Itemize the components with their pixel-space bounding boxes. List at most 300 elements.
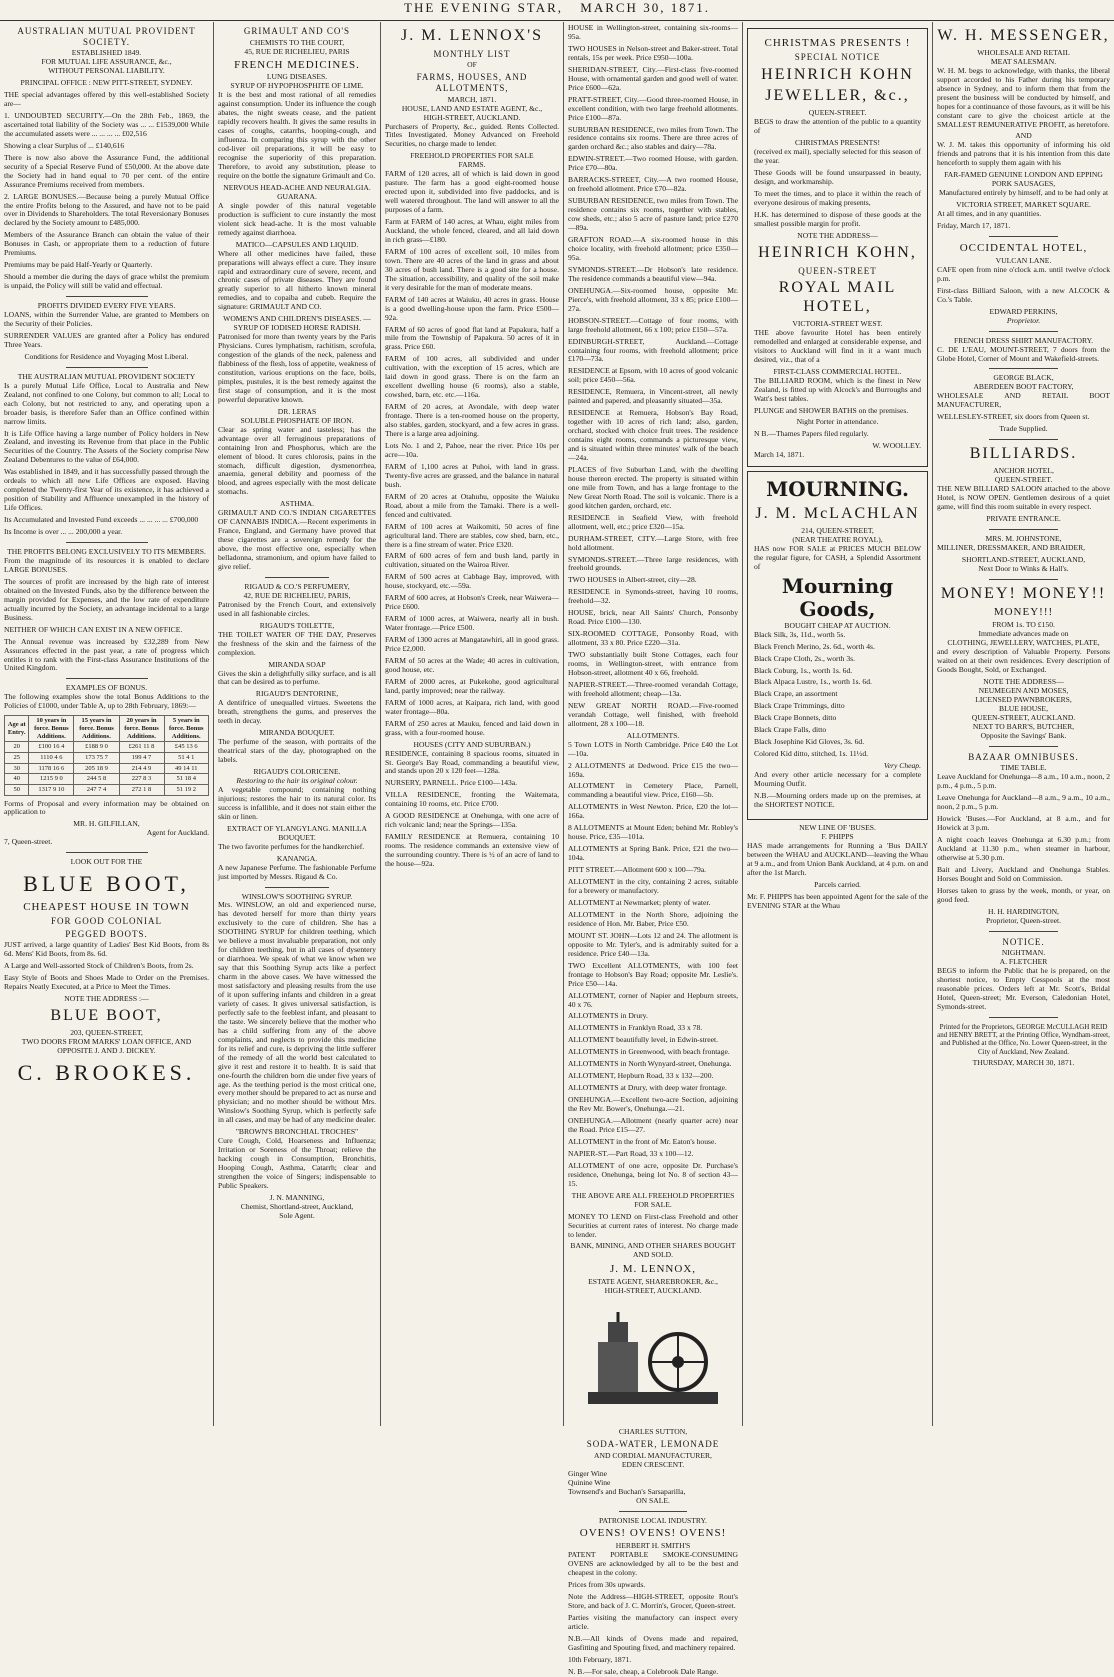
queen-street: 203, QUEEN-STREET,: [70, 1027, 143, 1037]
lookout: LOOK OUT FOR THE: [70, 857, 143, 867]
note-address: NOTE THE ADDRESS :—: [64, 994, 149, 1004]
hardington: H. H. HARDINGTON,: [988, 906, 1059, 916]
list-item: Bait and Livery, Auckland and Onehunga Stables. Horses Bought and Sold on Commission.: [937, 864, 1110, 883]
winslow-head: WINSLOW'S SOOTHING SYRUP.: [241, 891, 353, 901]
column-2: [214, 24, 380, 1424]
next-barr: NEXT TO BARR'S, BUTCHER,: [972, 721, 1075, 731]
list-item: ALLOTMENT in the city, containing 2 acres, suitable for a brewery or manufactory.: [568, 877, 738, 896]
list-item: EDWIN-STREET.—Two roomed House, with garden. Price £70—80a.: [568, 154, 738, 173]
assorted: A Large and Well-assorted Stock of Children's Boots, from 2s.: [4, 961, 194, 971]
product: Quinine Wine: [568, 1477, 611, 1487]
separator: [989, 931, 1058, 932]
nightman: NIGHTMAN.: [1001, 948, 1046, 958]
exclusive-head: THE PROFITS BELONG EXCLUSIVELY TO ITS MEMBERS.: [7, 547, 206, 557]
table-cell: 40: [5, 774, 29, 785]
list-item: FARM of 2000 acres, at Pukekohe, good agricultural land, partly improved; near the railway.: [385, 676, 559, 695]
list-item: Black Crape, an assortment: [754, 689, 838, 699]
coloricene: RIGAUD'S COLORICENE.: [253, 767, 341, 777]
rigaud-address: 42, RUE DE RICHELIEU, PARIS,: [243, 590, 351, 600]
table-cell: 173 75 7: [74, 752, 119, 763]
list-item: FARM of 1000 acres, at Kaipara, rich land, with good water frontage—80a.: [385, 697, 559, 716]
list-item: Farm at FARM of 140 acres, at Whau, eight miles from Auckland, the whole fenced, cleared, and all laid down in rich grass—£180.: [385, 217, 559, 244]
list-item: FARM of 600 acres, at Hobson's Creek, near Waiwera—Price £600.: [385, 593, 559, 612]
list-item: PITT STREET.—Allotment 600 x 100—79a.: [568, 865, 707, 875]
agent: HOUSE, LAND AND ESTATE AGENT, &c.,: [401, 103, 543, 113]
syrup-head: SYRUP OF HYPOPHOSPHITE OF LIME.: [230, 81, 364, 91]
farms-houses: FARMS, HOUSES, AND ALLOTMENTS,: [416, 72, 528, 94]
lennox-intro: Purchasers of Property, &c., guided. Rents Collected. Titles Investigated. Money Advanced on Freehold Securities, no charge made to lender.: [385, 121, 559, 149]
of: OF: [467, 60, 477, 70]
list-item: FARM of 100 acres at Waikomiti, 50 acres of fine agricultural land. There are stables, cow shed, barn, etc., there is a fine stream of water. Price £320.: [385, 521, 559, 549]
mc-address: 214, QUEEN-STREET,: [801, 525, 874, 535]
licensed: LICENSED PAWNBROKERS,: [975, 695, 1072, 705]
french-medicines: FRENCH MEDICINES.: [234, 58, 360, 71]
table-cell: 51 4 1: [164, 752, 208, 763]
list-item: Black Alpaca Lustre, 1s., worth 1s. 6d.: [754, 677, 872, 687]
brown-body: Cure Cough, Cold, Hoarseness and Influenza; Irritation or Soreness of the Throat; relieve the hacking cough in Consumption, Bronchitis, Hooping Cough, Asthma, Catarrh; clear and strengthen the voice of Singers; indispensable to Public Speakers.: [218, 1136, 376, 1190]
table-cell: 20: [5, 742, 29, 753]
list-item: SUBURBAN RESIDENCE, two miles from Town. The residence contains six rooms, together with stables, cow sheds, etc.; also 5 acre of pasture land; price £270—89a.: [568, 196, 738, 233]
fletcher-body: BEGS to inform the Public that he is prepared, on the shortest notice, to Empty Cesspools at the most reasonable prices. Orders left at Mr. Scott's, Bridal Hotel, Queen-street; Mr. Everson, Caledonian Hotel, Symonds-street.: [937, 966, 1110, 1012]
list-item: FARM of 140 acres at Waiuku, 40 acres in grass. House is a good dwelling-house upon the farm. Price £500—92a.: [385, 294, 559, 322]
kananga-body: A new Japanese Perfume. The fashionable Perfume just imported by Messrs. Rigaud & Co.: [218, 862, 376, 881]
time-table: TIME TABLE.: [1000, 763, 1047, 773]
column-1: [0, 24, 213, 1424]
matico-body: Where all other medicines have failed, these preparations will always effect a cure. They insure rapid and extraordinary cure of severe, recent, and chronic cases of private diseases. They are found greatly superior to all hitherto known mineral remedies, and to copaiba and cubeb. Require the signature: GRIMAULT AND CO.: [218, 248, 376, 312]
surrender: SURRENDER VALUES are granted after a Policy has endured Three Years.: [4, 330, 209, 349]
amp-body: Is a purely Mutual Life Office, Local to Australia and New Zealand, not confined to one Colony, but common to all; Local to each Colony, but not restricted to any, and operating upon a broader basis, is therefore Safer than an Office confined within narrow limits.: [4, 380, 209, 426]
table-cell: £261 11 8: [119, 742, 164, 753]
wholesale-2: WHOLESALE AND RETAIL BOOT MANUFACTURER,: [937, 391, 1110, 410]
list-item: ALLOTMENTS in North Wynyard-street, Onehunga.: [568, 1059, 732, 1069]
blue-house: BLUE HOUSE,: [999, 704, 1048, 714]
private: PRIVATE ENTRANCE.: [986, 513, 1061, 523]
next: Next Door to Winks & Hall's.: [978, 563, 1069, 573]
occidental: OCCIDENTAL HOTEL,: [959, 241, 1088, 254]
list-item: ALLOTMENTS at Spring Bank. Price, £21 the two—104a.: [568, 844, 738, 863]
agent-address: 7, Queen-street.: [4, 837, 53, 847]
queen-2: QUEEN-STREET: [798, 265, 877, 276]
exclusive-body: From the magnitude of its resources it is enabled to declare LARGE BONUSES.: [4, 555, 209, 574]
separator: [66, 367, 148, 368]
miranda-soap: MIRANDA SOAP: [268, 659, 326, 669]
goods: These Goods will be found unsurpassed in beauty, design, and workmanship.: [754, 168, 921, 186]
savings: Opposite the Savings' Bank.: [980, 730, 1067, 740]
table-row: [5, 763, 209, 774]
list-item: RESIDENCE at Epsom, with 10 acres of good volcanic soil; price £450—56a.: [568, 366, 738, 385]
two-doors: TWO DOORS FROM MARKS' LOAN OFFICE, AND OPPOSITE J. AND J. DICKEY.: [21, 1036, 192, 1055]
list-item: TWO substantially built Stone Cottages, each four rooms, in Wellington-street, with entrance from Hobson-street, allotment 40 x 66, freehold.: [568, 650, 738, 677]
list-item: EDINBURGH-STREET, Auckland.—Cottage containing four rooms, with freehold allotment; price £170—73a.: [568, 336, 738, 364]
and: AND: [1015, 131, 1032, 141]
list-item: FARM of 250 acres at Mauku, fenced and laid down in grass, with a four-roomed house.: [385, 718, 559, 737]
list-item: ALLOTMENTS at Drury, with deep water frontage.: [568, 1083, 727, 1093]
list-item: FARM of 100 acres, all subdivided and under cultivation, with the exception of 15 acres, which are laid down in good grass. There is on the farm an excellent dwelling house (6 rooms), also a stable, cowshed, barn, etc. etc.—116a.: [385, 354, 559, 400]
nervous-head: NERVOUS HEAD-ACHE AND NEURALGIA.: [223, 182, 371, 192]
month: MARCH, 1871.: [447, 94, 497, 104]
printed: Printed for the Proprietors, GEORGE McCULLAGH REID and HENRY BRETT, at the Printing Office, Wyndham-street, and Published at the Office, No. Lower Queen-street, in the City of Auckland, New Zealand.: [937, 1022, 1110, 1056]
table-cell: 51 19 2: [164, 784, 208, 795]
broker: ESTATE AGENT, SHAREBROKER, &c.,: [588, 1277, 718, 1287]
patent: PATENT PORTABLE SMOKE-CONSUMING OVENS are acknowledged by all to be the best and cheapest in the colony.: [568, 1550, 738, 1578]
list-item: RESIDENCE, Remuera, in Vincent-street, all newly painted and papered, and pleasantly situated—35a.: [568, 387, 738, 406]
list-item: Black French Merino, 2s. 6d., worth 4s.: [754, 641, 875, 651]
kananga: KANANGA.: [276, 853, 318, 863]
list-item: Horses taken to grass by the week, month, or year, on good feed.: [937, 885, 1110, 904]
bonuses: 2. LARGE BONUSES.—Because being a purely Mutual Office the entire Profits belong to the Assured, and have not to be paid over in Dividends to Shareholders. The total Reversionary Bonuses declared by the Society amount to £485,000.: [4, 191, 209, 228]
patronise: PATRONISE LOCAL INDUSTRY.: [599, 1515, 707, 1525]
asthma-head: ASTHMA.: [280, 499, 314, 509]
bank-shares: BANK, MINING, AND OTHER SHARES BOUGHT AND SOLD.: [570, 1241, 736, 1260]
dentorine: RIGAUD'S DENTORINE,: [255, 689, 339, 699]
coloricene-body: A vegetable compound; containing nothing injurious; restores the hair to its natural color. Its success is infallible, and it does not stain either the skin or linen.: [218, 784, 376, 821]
messenger-body: W. H. M. begs to acknowledge, with thanks, the liberal support accorded to his Father during his temporary absence in Sydney, and to inform them that from the present the business will be conducted by himself, and hopes for a continuance of those favours, as it will be his constant care to give the choicest article at the SMALLEST REMUNERATIVE PROFIT, as heretofore.: [937, 65, 1110, 129]
separator: [66, 852, 148, 853]
phipps-body: HAS made arrangements for Running a 'Bus DAILY between the WHAU and AUCKLAND—leaving the Whau at 9 a.m., and from Union Bank Auckland, at 4 p.m. on and after the 1st March.: [747, 840, 928, 877]
list-item: SHERIDAN-STREET, City.—First-class five-roomed House, with ornamental garden and good well of water. Price £600—62a.: [568, 64, 738, 92]
ylang: EXTRACT OF YLANGYLANG. MANILLA BOUQUET.: [226, 823, 368, 842]
mc-near: (NEAR THEATRE ROYAL),: [792, 534, 883, 544]
queen: QUEEN-STREET.: [808, 108, 867, 118]
freehold-head: FREEHOLD PROPERTIES FOR SALE: [410, 151, 534, 161]
list-item: HOBSON-STREET.—Cottage of four rooms, with large freehold allotment, 66 x 100; price £150—57a.: [568, 315, 738, 334]
table-cell: 50: [5, 784, 29, 795]
very-cheap: Very Cheap.: [883, 761, 921, 771]
bought: BOUGHT CHEAP AT AUCTION.: [784, 620, 891, 630]
list-item: ALLOTMENT in Cemetery Place, Parnell, commanding a beautiful view. Price, £160—5b.: [568, 781, 738, 800]
christmas-presents: CHRISTMAS PRESENTS!: [794, 138, 881, 148]
list-item: SUBURBAN RESIDENCE, two miles from Town. The residence contains six rooms. There are three acres of garden orchard &c.; also stables and dairy—78a.: [568, 124, 738, 152]
agent-role: Agent for Auckland.: [146, 828, 209, 838]
thursday: THURSDAY, MARCH 30, 1871.: [972, 1057, 1075, 1067]
porter: Night Porter in attendance.: [796, 417, 879, 427]
parcels: Parcels carried.: [814, 879, 861, 889]
list-item: PLACES of five Suburban Land, with the dwelling house thereon erected. The property is situated within one mile from Town, and has a large frontage to the New Great North Road. The soil is volcanic. There is a good kitchen garden, orchard, etc.: [568, 464, 738, 510]
bonus-table: [4, 715, 209, 795]
separator: [989, 331, 1058, 332]
sutton: CHARLES SUTTON,: [618, 1427, 688, 1437]
new-line: NEW LINE OF 'BUSES.: [799, 822, 876, 832]
list-item: Lots No. 1 and 2, Pahoe, near the river. Price 10s per acre—10a.: [385, 440, 559, 459]
table-cell: 199 4 7: [119, 752, 164, 763]
mclachlan: J. M. McLACHLAN: [755, 504, 920, 522]
mr-phipps: Mr. F. PHIPPS has been appointed Agent for the sale of the EVENING STAR at the Whau: [747, 891, 928, 910]
intro: THE special advantages offered by this well-established Society are—: [4, 90, 209, 108]
list-item: RESIDENCE, containing 8 spacious rooms, situated in St. George's Bay Road, commanding a beautiful view, and stands upon 20 x 120 feet—128a.: [385, 748, 559, 776]
ylang-body: The two favorite perfumes for the handkerchief.: [218, 841, 365, 851]
special-notice: SPECIAL NOTICE: [794, 51, 881, 62]
money-2: MONEY!!!: [993, 606, 1054, 619]
rigaud-head: RIGAUD & CO.'S PERFUMERY,: [244, 581, 350, 591]
nb-1: N.B.—All kinds of Ovens made and repaired, Gasfitting and Spouting fixed, and machinery repaired.: [568, 1634, 738, 1652]
victoria: VICTORIA-STREET WEST.: [792, 318, 883, 328]
christmas: CHRISTMAS PRESENTS !: [764, 37, 911, 49]
table-row: [5, 784, 209, 795]
header-cell: Age at Entry.: [5, 716, 29, 742]
header-cell: 20 years in force. Bonus Additions.: [119, 716, 164, 742]
header-cell: 10 years in force. Bonus Additions.: [29, 716, 74, 742]
list-item: 5 Town LOTS in North Cambridge. Price £40 the Lot—10a.: [568, 739, 738, 758]
list-item: A night coach leaves Onehunga at 6.30 p.m.; from Auckland at 11.30 p.m., when steamer in harbour, otherwise at 5.30 p.m.: [937, 835, 1110, 863]
pegged: PEGGED BOOTS.: [65, 928, 148, 939]
office: PRINCIPAL OFFICE : NEW PITT-STREET, SYDNEY.: [20, 78, 193, 88]
bouquet: MIRANDA BOUQUET.: [259, 728, 335, 738]
money-lend: MONEY TO LEND on First-class Freehold and other Securities at current rates of interest. No charge made to lender.: [568, 1211, 738, 1239]
cafe: CAFE open from nine o'clock a.m. until twelve o'clock p.m.: [937, 264, 1110, 283]
list-item: TWO HOUSES in Nelson-street and Baker-street. Total rentals, 15s per week. Price £950—100a.: [568, 43, 738, 62]
masthead-date: MARCH 30, 1871.: [580, 0, 710, 15]
far-famed: FAR-FAMED GENUINE LONDON AND EPPING PORK SAUSAGES,: [944, 170, 1103, 189]
list-item: HOUSE, brick, near All Saints' Church, Ponsonby Road. Price £100—130.: [568, 608, 738, 627]
allotments-head: ALLOTMENTS.: [626, 730, 680, 740]
received: (received ex mail), specially selected for this season of the year.: [754, 147, 921, 166]
plunge: PLUNGE and SHOWER BATHS on the premises.: [754, 405, 909, 415]
table-cell: 272 1 8: [119, 784, 164, 795]
examples-body: The following examples show the total Bonus Additions to the Policies of £1000, under Table A, up to 28th February, 1869:—: [4, 692, 209, 711]
guarana-body: A single powder of this natural vegetable production is sufficient to cure instantly the most violent sick head-ache. It is the most valuable remedy against diarrhoea.: [218, 200, 376, 237]
fletcher: A. FLETCHER: [999, 957, 1048, 967]
list-item: FARM of 60 acres of good flat land at Papakura, half a mile from the Township of Papakura. 50 acres of it in grass. Price £60.: [385, 324, 559, 352]
note: NOTE THE ADDRESS—: [983, 677, 1064, 687]
milliner: MILLINER, DRESSMAKER, AND BRAIDER,: [937, 542, 1086, 552]
miranda-body: Gives the skin a delightfully silky surface, and is all that can be desired as to perfume.: [218, 668, 376, 687]
hotel-body: THE above favourite Hotel has been entirely remodelled and enlarged at considerable expense, and visitors to Auckland will find in it a want much desired, viz., that of a: [754, 327, 921, 364]
allotment-listings: [568, 741, 738, 1189]
liability: WITHOUT PERSONAL LIABILITY.: [48, 66, 165, 76]
amp-head: THE AUSTRALIAN MUTUAL PROVIDENT SOCIETY: [17, 371, 196, 381]
list-item: Colored Kid ditto, stitched, 1s. 11½d.: [754, 749, 869, 759]
list-item: ALLOTMENT, corner of Napier and Hepburn streets, 40 x 76.: [568, 990, 738, 1009]
prices: Prices from 30s upwards.: [568, 1580, 646, 1590]
date-1: 10th February, 1871.: [568, 1654, 632, 1664]
blue-boot-title: BLUE BOOT,: [23, 871, 190, 897]
manufactured: Manufactured entirely by himself, and to be had only at: [938, 188, 1109, 198]
separator: [989, 529, 1058, 530]
list-item: FARM of 1300 acres at Mangatawhiri, all in good grass. Price £2,000.: [385, 635, 559, 654]
deleau: C. DE L'EAU, MOUNT-STREET, 7 doors from the Globe Hotel, Corner of Mount and Wakefield-streets.: [937, 344, 1110, 363]
victoria: VICTORIA STREET, MARKET SQUARE.: [956, 200, 1091, 210]
list-item: TWO HOUSES in Albert-street, city—28.: [568, 575, 697, 585]
heinrich: HEINRICH KOHN: [761, 65, 914, 83]
lung: LUNG DISEASES.: [266, 72, 328, 82]
bouquet-body: The perfume of the season, with portraits of the theatrical stars of the day, photographed on the labels.: [218, 737, 376, 765]
list-item: SYMONDS-STREET.—Dr Hobson's late residence. The residence commands a beautiful view—94a.: [568, 264, 738, 283]
list-item: NEW GREAT NORTH ROAD.—Five-roomed verandah Cottage, well finished, with freehold allotment, 28 x 100—18.: [568, 700, 738, 728]
table-cell: £45 13 6: [164, 742, 208, 753]
french: FRENCH DRESS SHIRT MANUFACTORY.: [953, 335, 1094, 345]
table-row: [5, 774, 209, 785]
note-addr: Note the Address—HIGH-STREET, opposite Rout's Store, and back of J. C. Morrin's, Grocer, Queen-street.: [568, 1592, 738, 1611]
product: Ginger Wine: [568, 1468, 607, 1478]
table-cell: 1178 16 6: [29, 763, 74, 774]
list-item: SIX-ROOMED COTTAGE, Ponsonby Road, with allotment, 33 x 80. Price £220—31a.: [568, 629, 738, 648]
mourning: MOURNING.: [766, 477, 909, 502]
separator: [66, 678, 148, 679]
table-row: [5, 742, 209, 753]
billiard: The BILLIARD ROOM, which is the finest in New Zealand, is fitted up with Alcock's and Burroughs and Watt's best tables.: [754, 375, 921, 403]
header-cell: 15 years in force. Bonus Additions.: [74, 716, 119, 742]
list-item: ALLOTMENT beautifully level, in Edwin-street.: [568, 1035, 719, 1045]
list-item: NAPIER-STREET.—Three-roomed verandah Cottage, with freehold allotment; cheap—13a.: [568, 679, 738, 698]
bonus-table-header: [5, 716, 209, 742]
masthead: [0, 0, 1114, 21]
brookes: C. BROOKES.: [17, 1059, 196, 1085]
list-item: NURSERY, PARNELL. Price £100—143a.: [385, 778, 518, 788]
blue-boot-2: BLUE BOOT,: [50, 1007, 163, 1025]
matico-head: MATICO—CAPSULES AND LIQUID.: [235, 239, 359, 249]
asthma-body: GRIMAULT AND CO.'S INDIAN CIGARETTES OF CANNABIS INDICA.—Recent experiments in France, England, and Germany have proved that these cigarettes are a sovereign remedy for the above, the most effective one, especially when belladonna, stramonium, and opium have failed to give relief.: [218, 508, 376, 571]
header-cell: 5 years in force. Bonus Additions.: [164, 716, 208, 742]
chemists: CHEMISTS TO THE COURT,: [249, 37, 345, 47]
toilette-head: RIGAUD'S TOILETTE,: [259, 620, 335, 630]
list-item: ALLOTMENT of one acre, opposite Dr. Purchase's residence, Onehunga, being lot No. 8 of section 43—15.: [568, 1160, 738, 1188]
invested: Its Accumulated and Invested Fund exceeds ... ... ... ... £700,000: [4, 515, 199, 525]
every: And every other article necessary for a complete Mourning Outfit.: [754, 770, 921, 789]
johnstone: MRS. M. JOHNSTONE,: [985, 533, 1062, 543]
meet: To meet the times, and to place it within the reach of everyone desirous of making presents,: [754, 188, 921, 207]
separator: [989, 1017, 1058, 1018]
list-item: ONEHUNGA.—Six-roomed house, opposite Mr. Pierce's, with freehold allotment, 33 x 85; price £100—27a.: [568, 285, 738, 313]
date: Friday, March 17, 1871.: [937, 221, 1011, 231]
toilette-body: THE TOILET WATER OF THE DAY, Preserves the freshness of the skin and the fairness of the complexion.: [218, 629, 376, 657]
wellesley: WELLESLEY-STREET, six doors from Queen st.: [937, 412, 1090, 422]
farm-listings: [385, 170, 559, 737]
separator: [989, 439, 1058, 440]
saloon: THE NEW BILLIARD SALOON attached to the above Hotel, is NOW OPEN. Gentlemen desirous of a quiet game, will find this room suitable in every respect.: [937, 483, 1110, 511]
womens-head: WOMEN'S AND CHILDREN'S DISEASES. —SYRUP OF IODISED HORSE RADISH.: [223, 314, 371, 333]
income: Its Income is over ... ... 200,000 a year.: [4, 527, 123, 537]
royal-mail: ROYAL MAIL HOTEL,: [778, 279, 897, 316]
table-cell: 205 18 9: [74, 763, 119, 774]
womens-body: Patronised for more than twenty years by the Paris Physicians. Cures lymphatism, rachitism, scrofula, congestion of the glands of the neck, paleness and flabbiness of the flesh, loss of appetite, weakness of constitution, various eruptions on the face, boils, pimples, pustules, it is the best remedy against the first stage of consumption, and it is the most powerful depurative known.: [218, 332, 376, 404]
neumegen: NEUMEGEN AND MOSES,: [978, 686, 1069, 696]
colonial: FOR GOOD COLONIAL: [51, 916, 162, 927]
list-item: BARRACKS-STREET, City.—A two roomed House, on freehold allotment. Price £70—82a.: [568, 175, 738, 194]
trade: Trade Supplied.: [999, 424, 1048, 434]
list-item: Black Coburg, 1s., worth 1s. 6d.: [754, 665, 853, 675]
conditions: Conditions for Residence and Voyaging Most Liberal.: [24, 351, 189, 361]
kohn-box: [747, 28, 928, 467]
wholesale: WHOLESALE AND RETAIL: [977, 47, 1070, 57]
woolley: W. WOOLLEY.: [872, 441, 921, 451]
black: GEORGE BLACK,: [993, 373, 1054, 383]
table-cell: 1215 9 0: [29, 774, 74, 785]
phipps: F. PHIPPS: [821, 831, 854, 841]
arrived: JUST arrived, a large quantity of Ladies' Best Kid Boots, from 8s 6d. Mens' Kid Boots, from 8s. 6d.: [4, 940, 209, 959]
brown-head: "BROWN'S BRONCHIAL TROCHES": [235, 1127, 359, 1137]
all-times: At all times, and in any quantities.: [937, 209, 1042, 219]
list-item: FARM of 20 acres, at Avondale, with deep water frontage. There is a ten-roomed house on the property, also stables, garden, stockyard, and a few acres in grass. There is a large area adjoining.: [385, 402, 559, 439]
from: FROM 1s. TO £150.: [992, 620, 1055, 630]
separator: [619, 1511, 687, 1512]
lennox-sig: J. M. LENNOX,: [609, 1263, 697, 1276]
column-5: [743, 24, 932, 1424]
list-item: A GOOD RESIDENCE at Onehunga, with one acre of rich volcanic land; near the Springs—135a.: [385, 811, 559, 830]
surplus: Showing a clear Surplus of ... £140,616: [4, 140, 125, 150]
list-item: HOUSE in Wellington-street, containing six-rooms—95a.: [568, 23, 738, 41]
grimault: GRIMAULT AND CO'S: [243, 26, 351, 36]
perkins: EDWARD PERKINS,: [989, 306, 1058, 316]
purpose: FOR MUTUAL LIFE ASSURANCE, &c.,: [41, 57, 172, 67]
dentorine-body: A dentifrice of unequalled virtues. Sweetens the breath, strengthens the gums, and preserves the teeth in decay.: [218, 698, 376, 726]
list-item: Black Crape Cloth, 2s., worth 3s.: [754, 653, 856, 663]
table-row: [5, 752, 209, 763]
masthead-title: THE EVENING STAR,: [404, 0, 564, 15]
table-cell: £100 16 4: [29, 742, 74, 753]
list-item: ALLOTMENTS in Drury.: [568, 1011, 648, 1021]
manning-role: Sole Agent.: [279, 1210, 315, 1220]
agent-name: MR. H. GILFILLAN,: [73, 819, 140, 829]
street: HIGH-STREET, AUCKLAND.: [423, 112, 521, 122]
cheapest: CHEAPEST HOUSE IN TOWN: [23, 901, 190, 914]
list-item: DURHAM-STREET, CITY.—Large Store, with free hold allotment.: [568, 533, 738, 552]
list-item: Leave Auckland for Onehunga—8 a.m., 10 a.m., noon, 2 p.m., 4 p.m., 5 p.m.: [937, 772, 1110, 791]
monthly: MONTHLY LIST: [433, 48, 511, 59]
separator: [989, 746, 1058, 747]
list-item: FARM of 1000 acres, at Waiwera, nearly all in bush. Water frontage.—Price £500.: [385, 614, 559, 633]
list-item: FARM of 100 acres of excellent soil, 10 miles from town. There are 40 acres of the land in grass and about 30 acres of bush land. There is a good site for a house. The situation, accessibility, and quality of the soil make it very desirable for the man of moderate means.: [385, 246, 559, 292]
list-item: GRAFTON ROAD.—A six-roomed house in this choice locality, with freehold allotment; price £350—95a.: [568, 235, 738, 262]
rigaud-body: Patronised by the French Court, and extensively used in all fashionable circles.: [218, 599, 376, 618]
house-listings: [385, 750, 559, 869]
eden: EDEN CRESCENT.: [621, 1459, 685, 1469]
list-item: 8 ALLOTMENTS at Mount Eden; behind Mr. Robley's house. Price, £35—101a.: [568, 823, 738, 842]
list-item: Black Crape Trimmings, ditto: [754, 701, 845, 711]
list-item: Howick 'Buses.—For Auckland, at 8 a.m., and for Howick at 3 p.m.: [937, 814, 1110, 833]
proprietor-2: Proprietor, Queen-street.: [986, 915, 1061, 925]
every: and every description of Valuable Property. Persons waited on at their own residences. Every description of Goods Bought, Sold, or Exchanged.: [937, 647, 1110, 675]
machine-engraving: [578, 1302, 728, 1422]
table-cell: £188 9 0: [74, 742, 119, 753]
leras-sub: SOLUBLE PHOSPHATE OF IRON.: [240, 415, 354, 425]
clothing: CLOTHING, JEWELLERY, WATCHES, PLATE,: [947, 638, 1100, 648]
annual: The Annual revenue was increased by £32,289 from New Assurances effected in the past year, a rate of progress which entitles it to rank with the First-class Assurance Institutions of the United Kingdom.: [4, 636, 209, 673]
forms: Forms of Proposal and every information may be obtained on application to: [4, 798, 209, 817]
established: ESTABLISHED 1849.: [71, 48, 142, 58]
shortland: SHORTLAND-STREET, AUCKLAND,: [961, 554, 1086, 564]
list-item: SYMONDS-STREET.—Three large residences, with freehold grounds.: [568, 554, 738, 573]
list-item: FARM of 1,100 acres at Puhoi, with land in grass. Twenty-five acres are grassed, and the balance in natural bush.: [385, 461, 559, 489]
list-item: RESIDENCE in Symonds-street, having 10 rooms, freehold—32.: [568, 587, 738, 606]
members: Members of the Assurance Branch can obtain the value of their Bonuses in Cash, or appropriate them to a reduction of future Premiums.: [4, 230, 209, 258]
table-cell: 51 18 4: [164, 774, 208, 785]
list-item: ALLOTMENT in the North Shore, adjoining the residence of Hon. Mr. Baber, Price £50.: [568, 909, 738, 928]
column-4: [564, 23, 742, 1676]
list-item: FARM of 600 acres of fern and bush land, partly in cultivation, situated on the Wairoa River.: [385, 551, 559, 570]
messenger-body-2: W. J. M. takes this opportunity of informing his old friends and patrons that it is his intention from this date henceforth to supply them again with his: [937, 140, 1110, 168]
lennox-title: J. M. LENNOX'S: [401, 27, 543, 44]
vulcan: VULCAN LANE.: [995, 255, 1052, 265]
billiard: First-class Billiard Saloon, with a new ALCOCK & Co.'s Table.: [937, 285, 1110, 304]
hk: H.K. has determined to dispose of these goods at the smallest possible margin for profit.: [754, 209, 921, 228]
list-item: Black Silk, 3s, 11d., worth 5s.: [754, 629, 846, 639]
has-now: HAS now FOR SALE at PRICES MUCH BELOW the regular figure, for CASH, a Splendid Assortment of: [754, 543, 921, 571]
examples-head: EXAMPLES OF BONUS.: [65, 683, 148, 693]
list-item: 2 ALLOTMENTS at Dedwood. Price £15 the two—169a.: [568, 760, 738, 779]
winslow-body: Mrs. WINSLOW, an old and experienced nurse, has devoted herself for more than thirty years exclusively to the cure of children. She has a SOOTHING SYRUP for children teething, which we believe a most invaluable preparation, not only for children teething, but in all cases of dysentery or diarrhoea. We speak of what we know when we say that this Soothing Syrup acts like a perfect charm in the above cases. We have witnessed the most satisfactory and pleasing results from the use of it upon suffering infants and children in a great variety of cases. It gives universal satisfaction, is perfectly safe to the feeblest infant, and pleasant to the taste. We sincerely believe that the mother who has a child suffering from any of the above complaints, and neglects to provide this medicine for its relief and cure, is depriving the little sufferer of the remedy of all the world best calculated to give it rest and restore it to health. It is said that one-fourth the children born die under five years of age. As the teething period is the most critical one, every mother should be prepared to act as nurse and physician; and no mother should be without Mrs. Winslow's Soothing Syrup, which is perfectly safe in all cases, and may be had of any medicine dealer.: [218, 900, 376, 1125]
manning-address: Chemist, Shortland-street, Auckland,: [240, 1201, 354, 1211]
proprietor: Proprietor.: [1006, 315, 1041, 325]
separator: [989, 579, 1058, 580]
separator: [989, 236, 1058, 237]
mourning-goods: Mourning Goods,: [781, 573, 894, 622]
syrup-body: It is the best and most rational of all remedies against consumption. Under its influence the cough abates, the night sweats cease, and the patient rapidly recovers health. It gives the same results in cases of coughs, catarrhs, hooping-cough, and influenza. In comparing this syrup with the other cod-liver oil preparations, it will be easy to recognise the superiority of this preparation. Therefore, to avoid any substitution, please to require on the bottle the signature Grimault and Co.: [218, 90, 376, 180]
table-cell: 1110 4 6: [29, 752, 74, 763]
list-item: ONEHUNGA.—Allotment (nearly quarter acre) near the Road. Price £15—27.: [568, 1116, 738, 1134]
table-cell: 214 4 9: [119, 763, 164, 774]
sources: The sources of profit are increased by the high rate of interest obtained on the Invested Funds, also by the difference between the margin provided for Expenses, and the low rate of expenditure actually incurred by the Society, an advantage incidental to a large Business.: [4, 576, 209, 622]
immediate: Immediate advances made on: [978, 629, 1069, 639]
